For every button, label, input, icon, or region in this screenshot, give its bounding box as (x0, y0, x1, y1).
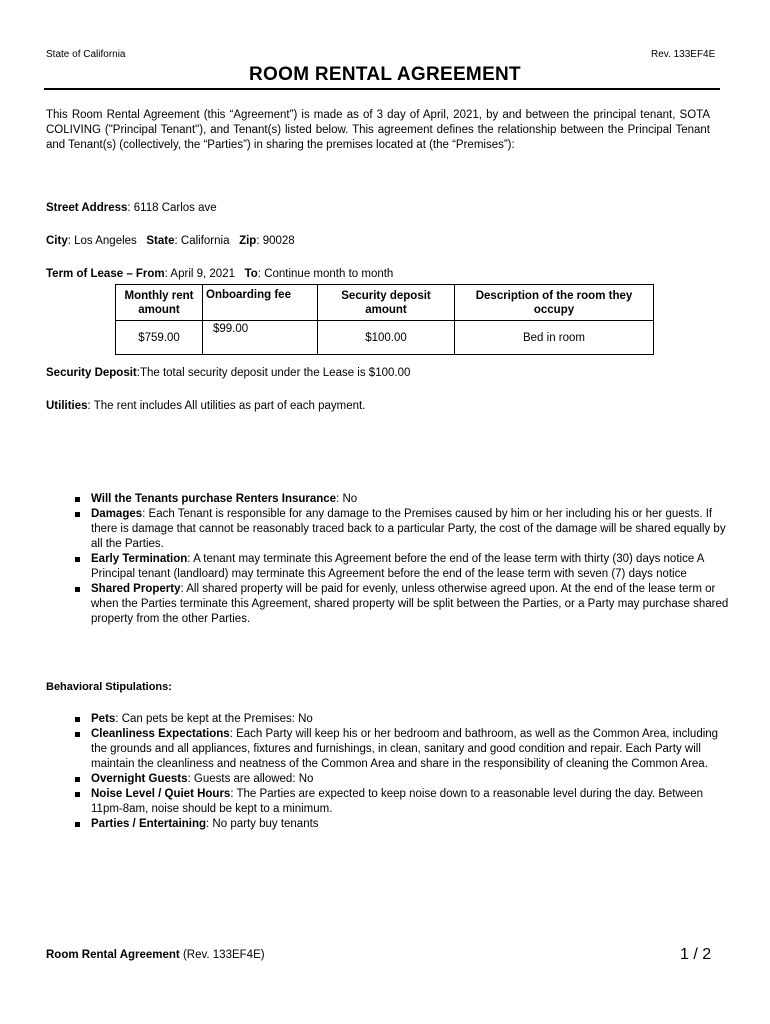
footer-rev: (Rev. 133EF4E) (182, 949, 265, 961)
term-to-label: To (244, 268, 258, 280)
term-label: Term of Lease – From (46, 268, 165, 280)
table-cell: Bed in room (455, 321, 654, 355)
list-item-text: Can pets be kept at the Premises: No (121, 713, 313, 725)
state-value: California (180, 235, 230, 247)
utilities-text: The rent includes All utilities as part of each payment. (93, 400, 366, 412)
list-item: Noise Level / Quiet Hours: The Parties are expected to keep noise down to a reasonable level during the day. Between 11pm-8am, noise should be kept to a minimum. (46, 787, 730, 817)
table-cell: $99.00 (203, 321, 318, 355)
list-item: Shared Property: All shared property will be paid for evenly, unless otherwise agreed upon. At the end of the lease term or when the Parties terminate this Agreement, shared property will be split between the Parties, or a Party may purchase shared property from the other Parties. (46, 582, 730, 627)
table-row (116, 321, 654, 355)
bullet-icon (75, 732, 80, 737)
footer-title: Room Rental Agreement (46, 949, 180, 961)
street-label: Street Address (46, 202, 128, 214)
intro-paragraph: This Room Rental Agreement (this “Agreement”) is made as of 3 day of April, 2021, by and between the principal tenant, SOTA COLIVING ("Principal Tenant"), and Tenant(s) listed below. This agreement defines the relationship between the Principal Tenant and Tenant(s) (collectively, the “Parties”) in sharing the premises located at (the “Premises”): (46, 109, 710, 151)
list-item-label: Early Termination (91, 553, 188, 565)
list-item-text: Each Party will keep his or her bedroom and bathroom, as well as the Common Area, including the grounds and all appliances, fixtures and furnishings, in clean, sanitary and good condition and repair. Each Party will maintain the cleanliness and neatness of the Common Area and share in the responsibility of cleaning the Common Area. (91, 728, 719, 770)
bullet-icon (75, 792, 80, 797)
utilities-line: Utilities: The rent includes All utilities as part of each payment. (46, 400, 366, 412)
list-item-text: The Parties are expected to keep noise down to a reasonable level during the day. Between 11pm-8am, noise should be kept to a minimum. (91, 788, 703, 815)
list-item: Pets: Can pets be kept at the Premises: No (46, 712, 730, 727)
footer-doc-name (46, 949, 265, 961)
revision-label: Rev. 133EF4E (651, 49, 716, 60)
bullet-icon (75, 822, 80, 827)
rent-table (115, 284, 654, 355)
table-header: Description of the room they occupy (455, 285, 654, 321)
document-title: ROOM RENTAL AGREEMENT (249, 64, 521, 85)
list-item-text: All shared property will be paid for evenly, unless otherwise agreed upon. At the end of the lease term or when the Parties terminate this Agreement, shared property will be split between the Parties, or a Party may purchase shared property from the other Parties. (91, 583, 729, 625)
list-item-text: A tenant may terminate this Agreement before the end of the lease term with thirty (30) days notice A Principal tenant (landloard) may terminate this Agreement before the end of the lease term with seven (7) days notice (91, 553, 704, 580)
state-label: State of California (46, 49, 126, 60)
list-item-label: Will the Tenants purchase Renters Insurance (91, 493, 337, 505)
table-header: Monthly rent amount (116, 285, 203, 321)
list-item-label: Parties / Entertaining (91, 818, 207, 830)
term-line: Term of Lease – From: April 9, 2021 To: Continue month to month (46, 268, 394, 280)
rent-table-header-row (116, 285, 654, 321)
security-deposit-label: Security Deposit (46, 367, 137, 379)
list-item-label: Pets (91, 713, 116, 725)
zip-value: 90028 (262, 235, 295, 247)
bullet-icon (75, 557, 80, 562)
terms-list (46, 492, 730, 627)
title-divider (44, 88, 720, 90)
list-item-label: Damages (91, 508, 143, 520)
list-item: Damages: Each Tenant is responsible for any damage to the Premises caused by him or her including his or her guests. If there is damage that cannot be reasonably traced back to a particular Party, the cost of the damage will be shared equally by all the Parties. (46, 507, 730, 552)
bullet-icon (75, 717, 80, 722)
term-to-value: Continue month to month (264, 268, 394, 280)
behavioral-heading: Behavioral Stipulations: (46, 681, 172, 693)
bullet-icon (75, 777, 80, 782)
list-item-label: Overnight Guests (91, 773, 188, 785)
zip-label: Zip (239, 235, 257, 247)
utilities-label: Utilities (46, 400, 88, 412)
state-field-label: State (146, 235, 175, 247)
list-item-label: Shared Property (91, 583, 181, 595)
bullet-icon (75, 587, 80, 592)
table-cell: $759.00 (116, 321, 203, 355)
street-address-line: Street Address: 6118 Carlos ave (46, 202, 217, 214)
term-from-value: April 9, 2021 (170, 268, 235, 280)
street-value: 6118 Carlos ave (133, 202, 217, 214)
list-item: Will the Tenants purchase Renters Insurance: No (46, 492, 730, 507)
security-deposit-text: The total security deposit under the Lease is $100.00 (139, 367, 411, 379)
table-header: Security deposit amount (318, 285, 455, 321)
behavioral-list (46, 712, 730, 832)
city-label: City (46, 235, 68, 247)
list-item-text: No party buy tenants (212, 818, 319, 830)
city-value: Los Angeles (74, 235, 137, 247)
table-cell: $100.00 (318, 321, 455, 355)
list-item-text: No (342, 493, 358, 505)
list-item-label: Cleanliness Expectations (91, 728, 230, 740)
list-item-label: Noise Level / Quiet Hours (91, 788, 231, 800)
bullet-icon (75, 497, 80, 502)
bullet-icon (75, 512, 80, 517)
list-item: Early Termination: A tenant may terminate this Agreement before the end of the lease term with thirty (30) days notice A Principal tenant (landloard) may terminate this Agreement before the end of the lease term with seven (7) days notice (46, 552, 730, 582)
page-number: 1 / 2 (680, 946, 712, 963)
list-item-text: Guests are allowed: No (193, 773, 314, 785)
list-item: Overnight Guests: Guests are allowed: No (46, 772, 730, 787)
list-item: Cleanliness Expectations: Each Party will keep his or her bedroom and bathroom, as well as the Common Area, including the grounds and all appliances, fixtures and furnishings, in clean, sanitary and good condition and repair. Each Party will maintain the cleanliness and neatness of the Common Area and share in the responsibility of cleaning the Common Area. (46, 727, 730, 772)
security-deposit-line: Security Deposit:The total security deposit under the Lease is $100.00 (46, 367, 411, 379)
list-item-text: Each Tenant is responsible for any damage to the Premises caused by him or her including his or her guests. If there is damage that cannot be reasonably traced back to a particular Party, the cost of the damage will be shared equally by all the Parties. (91, 508, 726, 550)
table-header: Onboarding fee (203, 285, 318, 321)
list-item: Parties / Entertaining: No party buy tenants (46, 817, 730, 832)
city-line: City: Los Angeles State: California Zip: 90028 (46, 235, 295, 247)
